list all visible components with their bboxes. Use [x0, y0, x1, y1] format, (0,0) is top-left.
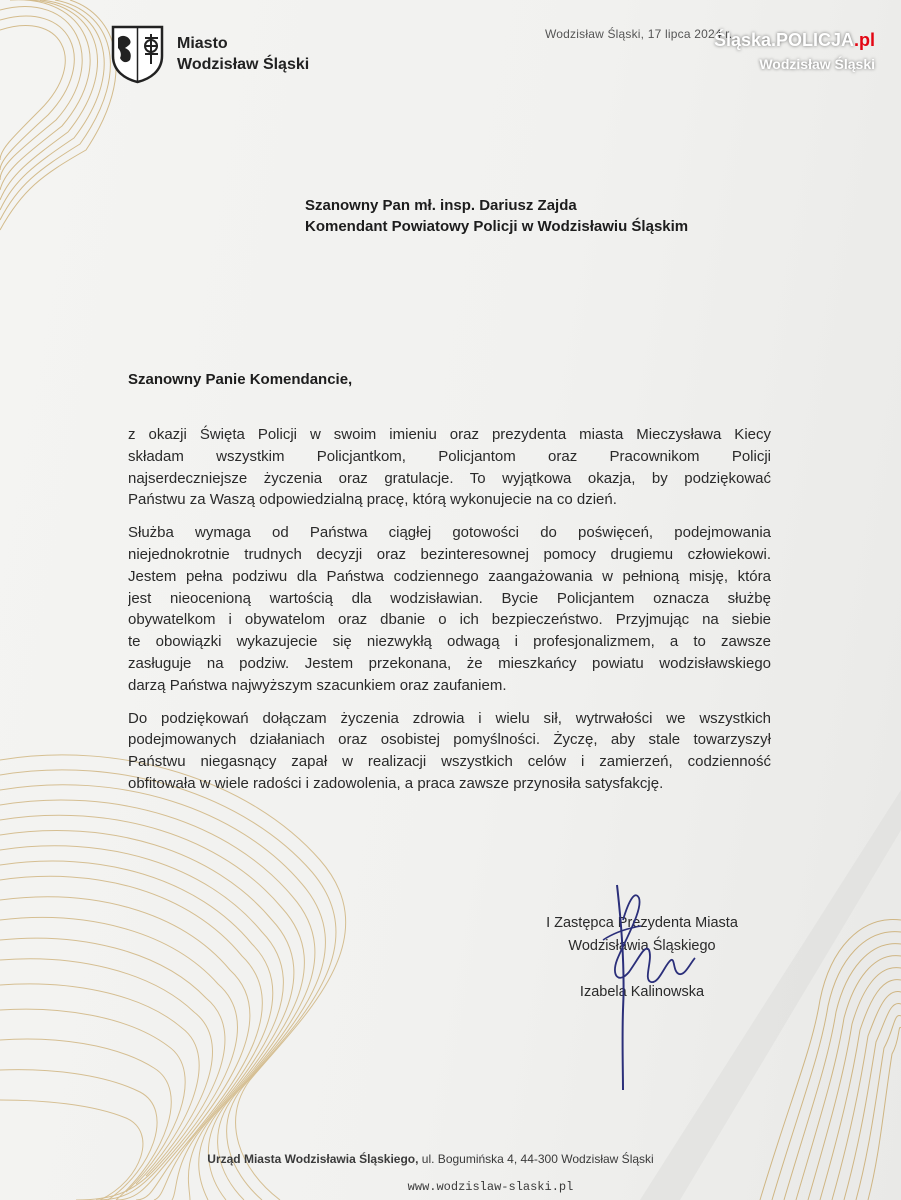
city-crest-icon [110, 24, 165, 84]
text-line: Jestem pełna podziwu dla Państwa codziennego zaangażowania w pełnioną misję, która [128, 567, 771, 585]
city-name-line1: Miasto [177, 35, 228, 52]
text-line: Państwu niegasnący zapał w realizacji wszystkich celów i zamierzeń, codzienność [128, 753, 771, 771]
salutation: Szanowny Panie Komendancie, [128, 371, 353, 388]
text-line: jest nieocenioną wartością dla wodzisławian. Bycie Policjantem oznacza służbę [128, 589, 771, 607]
text-line: darzą Państwa najwyższym szacunkiem oraz zaufaniem. [128, 676, 507, 694]
text-line: podejmowanych działaniach oraz osobistej pomyślności. Życzę, aby stale towarzyszył [128, 731, 771, 749]
watermark-brand-domain: .pl [854, 30, 875, 50]
letter-date: Wodzisław Śląski, 17 lipca 2024 r. [545, 27, 733, 41]
handwritten-signature [595, 880, 715, 1095]
city-name-line2: Wodzisław Śląski [177, 56, 310, 73]
paragraph-3 [128, 708, 771, 795]
signatory-title-line1: I Zastępca Prezydenta Miasta [546, 915, 738, 931]
text-line: z okazji Święta Policji w swoim imieniu oraz prezydenta miasta Mieczysława Kiecy [128, 426, 771, 443]
text-line: składam wszystkim Policjantkom, Policjantom oraz Pracownikom Policji [128, 447, 771, 465]
footer-address: ul. Bogumińska 4, 44-300 Wodzisław Śląski [418, 1152, 654, 1166]
letter-body [128, 424, 771, 806]
text-line: obywatelkom i obywatelom oraz dbanie o ich bezpieczeństwo. Przyjmując na siebie [128, 611, 771, 629]
text-line: zasługuje na podziw. Jestem przekonana, że mieszkańcy powiatu wodzisławskiego [128, 654, 771, 672]
footer-office-name: Urząd Miasta Wodzisławia Śląskiego, [207, 1152, 419, 1166]
text-line: Do podziękowań dołączam życzenia zdrowia i wielu sił, wytrwałości we wszystkich [128, 709, 771, 727]
addressee-block [305, 195, 688, 237]
police-watermark [714, 30, 875, 72]
watermark-subtitle: Wodzisław Śląski [759, 56, 875, 72]
footer-website[interactable]: www.wodzislaw-slaski.pl [407, 1180, 574, 1194]
text-line: te obowiązki wykazujecie się niezwykłą odwagą i profesjonalizmem, a to zawsze [128, 633, 771, 651]
addressee-title: Komendant Powiatowy Policji w Wodzisławiu Śląskim [305, 218, 689, 235]
text-line: najserdeczniejsze życzenia oraz gratulacje. To wyjątkowa okazja, by podziękować [128, 469, 771, 487]
text-line: Służba wymaga od Państwa ciągłej gotowości do poświęceń, podejmowania [128, 524, 771, 542]
text-line: niejednokrotnie trudnych decyzji oraz bezinteresownej pomocy drugiemu człowiekowi. [128, 545, 771, 563]
text-line: obfitowała w wiele radości i zadowolenia, a praca zawsze przynosiła satysfakcję. [128, 774, 664, 792]
footer-office [0, 1152, 881, 1166]
city-name [177, 33, 309, 75]
city-logo [110, 24, 309, 84]
paragraph-1 [128, 424, 771, 511]
text-line: Państwu za Waszą odpowiedzialną pracę, którą wykonujecie na co dzień. [128, 491, 617, 509]
signatory-name: Izabela Kalinowska [579, 984, 705, 1000]
paragraph-2 [128, 522, 771, 696]
watermark-brand-main: Śląska.POLICJA [713, 30, 854, 50]
watermark-brand [714, 30, 875, 51]
signatory-title-line2: Wodzisławia Śląskiego [568, 938, 716, 954]
addressee-name: Szanowny Pan mł. insp. Dariusz Zajda [305, 197, 577, 214]
